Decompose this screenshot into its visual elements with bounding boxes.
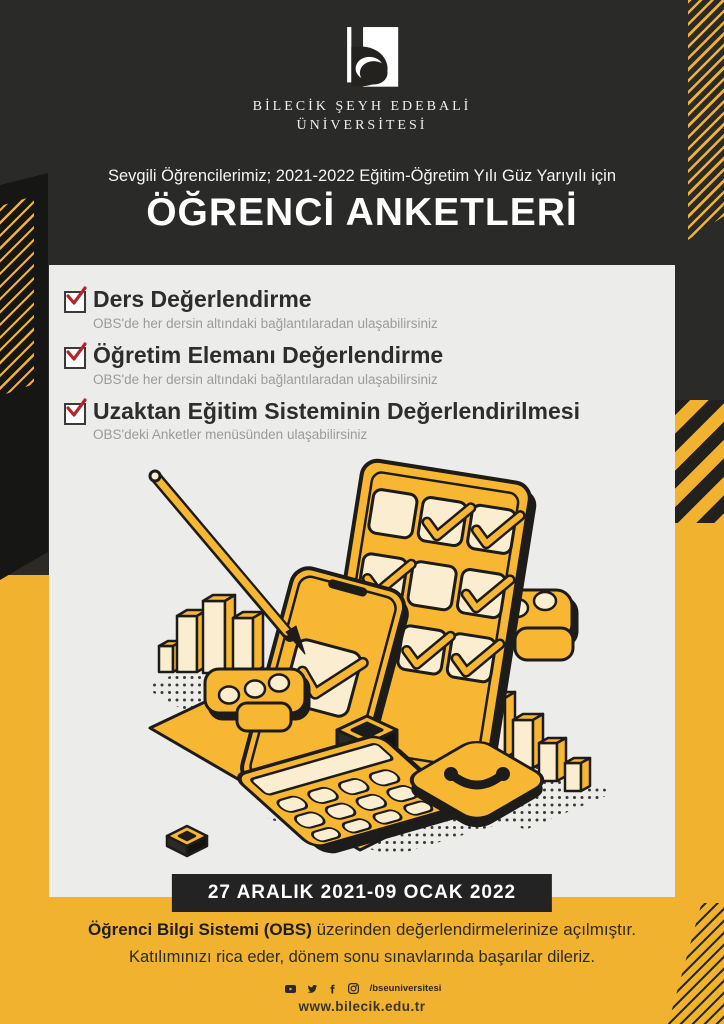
survey-subtitle: OBS'de her dersin altındaki bağlantılaradan ulaşabilirsiniz [93,315,438,331]
date-range-badge: 27 ARALIK 2021-09 OCAK 2022 [172,874,552,912]
university-name [0,98,724,136]
checked-checkbox-icon [64,403,86,425]
facebook-icon[interactable] [327,983,339,995]
footer-message-line1 [0,920,724,940]
intro-text: Sevgili Öğrencilerimiz; 2021-2022 Eğitim-Öğretim Yılı Güz Yarıyılı için [107,167,617,185]
footer-message-rest: üzerinden değerlendirmelerinize açılmıştır. [311,920,636,939]
surveys-card [49,265,675,897]
social-links-row [0,982,724,995]
survey-subtitle: OBS'deki Anketler menüsünden ulaşabilirsiniz [93,427,368,443]
university-name-line2: ÜNİVERSİTESİ [296,117,428,133]
survey-title: Ders Değerlendirme [93,286,312,312]
survey-item-ders-degerlendirme [64,287,675,331]
right-yellow-strip [672,523,724,579]
social-handle[interactable]: /bseuniversitesi [369,983,442,994]
survey-title: Uzaktan Eğitim Sisteminin Değerlendirilmesi [93,397,580,424]
footer-message-line2: Katılımınızı rica eder, dönem sonu sınavlarında başarılar dileriz. [129,948,595,966]
small-cube [167,826,207,856]
survey-title: Öğretim Elemanı Değerlendirme [93,341,444,368]
checked-checkbox-icon [64,347,86,369]
left-bars [159,595,263,673]
university-logo [0,26,724,97]
checked-checkbox-icon [64,291,86,313]
survey-item-uzaktan-egitim [64,399,675,443]
university-name-line1: BİLECİK ŞEYH EDEBALİ [252,99,472,114]
page-title: ÖĞRENCİ ANKETLERİ [146,191,578,234]
survey-item-ogretim-elemani [64,343,675,387]
bseu-logo-icon [319,26,405,92]
footer-message-bold: Öğrenci Bilgi Sistemi (OBS) [88,920,312,939]
instagram-icon[interactable] [347,982,360,995]
right-chevron-stripes-decoration [672,400,724,525]
youtube-icon[interactable] [283,983,298,995]
survey-subtitle: OBS'de her dersin altındaki bağlantılaradan ulaşabilirsiniz [93,371,438,387]
twitter-icon[interactable] [306,983,319,995]
survey-illustration [115,458,615,863]
website-url[interactable]: www.bilecik.edu.tr [298,999,426,1014]
